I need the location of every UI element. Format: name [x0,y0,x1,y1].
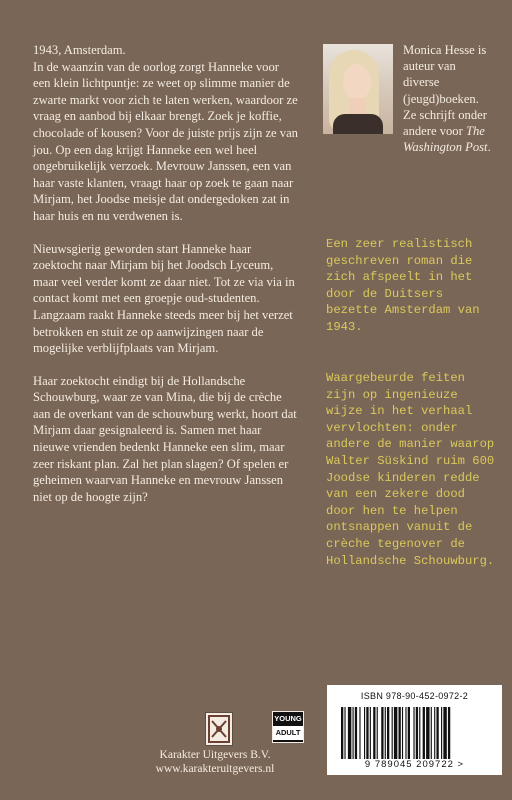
barcode-bars [339,707,489,759]
isbn-text: ISBN 978-90-452-0972-2 [360,691,469,701]
barcode-bar [431,707,432,759]
blurb-text [33,42,298,521]
publisher-url: www.karakteruitgevers.nl [155,763,275,775]
barcode-bar [423,707,425,759]
young-adult-line-2: ADULT [273,726,303,740]
barcode-bar [348,707,351,759]
barcode-bar [399,707,401,759]
barcode-bar [366,707,368,759]
barcode-bar [436,707,438,759]
blurb-paragraph-2: Nieuwsgierig geworden start Hanneke haar zoektocht naar Mirjam bij het Joodsch Lyceum, maar veel verder komt ze daar niet. Tot ze via via in contact komt met een groepje oud-studenten. Langzaam raakt Hanneke steeds meer bij het verzet betrokken en stuit ze op aanwijzingen naar de mogelijke verblijfplaats van Mirjam. [33,241,295,356]
barcode-bar [344,707,345,759]
barcode-bar [434,707,435,759]
barcode-bar [385,707,386,759]
barcode-bar [416,707,418,759]
barcode-bar [413,707,414,759]
barcode-bar [370,707,371,759]
ean-number: 9 789045 209722 > [364,759,465,770]
author-bio: Monica Hesse is auteur van diverse (jeugd)boeken. Ze schrijft onder andere voor The Washington Post. [403,43,491,155]
publisher-name: Karakter Uitgevers B.V. [159,749,271,761]
barcode-bar [355,707,357,759]
barcode-bar [359,707,360,759]
barcode-bar [443,707,446,759]
barcode-panel [327,685,502,775]
publisher-logo [205,712,233,746]
young-adult-badge [272,711,304,743]
review-quote-1: Een zeer realistisch geschreven roman die zich afspeelt in het door de Duitsers bezette Amsterdam van 1943. [326,237,480,334]
author-bio-text: Monica Hesse is auteur van diverse (jeugd)boeken. Ze schrijft onder andere voor [403,43,487,139]
barcode-bar [419,707,420,759]
blurb-paragraph-1: 1943, Amsterdam. In de waanzin van de oorlog zorgt Hanneke voor een klein lichtpuntje: ze weet op slimme manier de zwarte markt voor zich te laten werken, waardoor ze vraag en aanbod bij elkaar brengt. Zoek je koffie, chocolade of kousen? Voor de juiste prijs zijn ze van jou. Op een dag krijgt Hanneke een wel heel ongebruikelijk verzoek. Mevrouw Janssen, een van haar vaste klanten, vraagt haar op zoek te gaan naar Mirjam, het Joodse meisje dat ondergedoken zat in haar huis en nu verdwenen is. [33,43,298,223]
young-adult-line-1: YOUNG [274,714,302,723]
barcode-bar [394,707,397,759]
barcode-bar [402,707,403,759]
barcode-bar [441,707,442,759]
barcode-bar [387,707,389,759]
barcode-bar [405,707,406,759]
barcode-bar [373,707,375,759]
blurb-paragraph-3: Haar zoektocht eindigt bij de Hollandsche Schouwburg, waar ze van Mina, die bij de crèche aan de overkant van de schouwburg werkt, hoort dat Mirjam daar gesignaleerd is. Samen met haar nieuwe vrienden bedenkt Hanneke een slim, maar zeer riskant plan. Zal het plan slagen? Of spelen er geheimen waarvan Hanneke en mevrouw Janssen niet op de hoogte zijn? [33,373,297,504]
author-photo [323,44,393,134]
barcode-bar [408,707,410,759]
publisher-info [120,748,310,776]
barcode-bar [426,707,429,759]
author-publication: The Washington Post [403,124,488,155]
barcode-bar [377,707,378,759]
barcode-bar [392,707,393,759]
barcode-bar [448,707,450,759]
barcode-bar [353,707,354,759]
barcode-bar [381,707,383,759]
barcode-bar [341,707,343,759]
barcode-bar [364,707,365,759]
review-quote-2: Waargebeurde feiten zijn op ingenieuze wijze in het verhaal vervlochten: onder andere de manier waarop Walter Süskind ruim 600 Joodse kinderen redde van een zekere dood door hen te helpen ontsnappen vanuit de crèche tegenover de Hollandsche Schouwburg. [326,371,495,568]
